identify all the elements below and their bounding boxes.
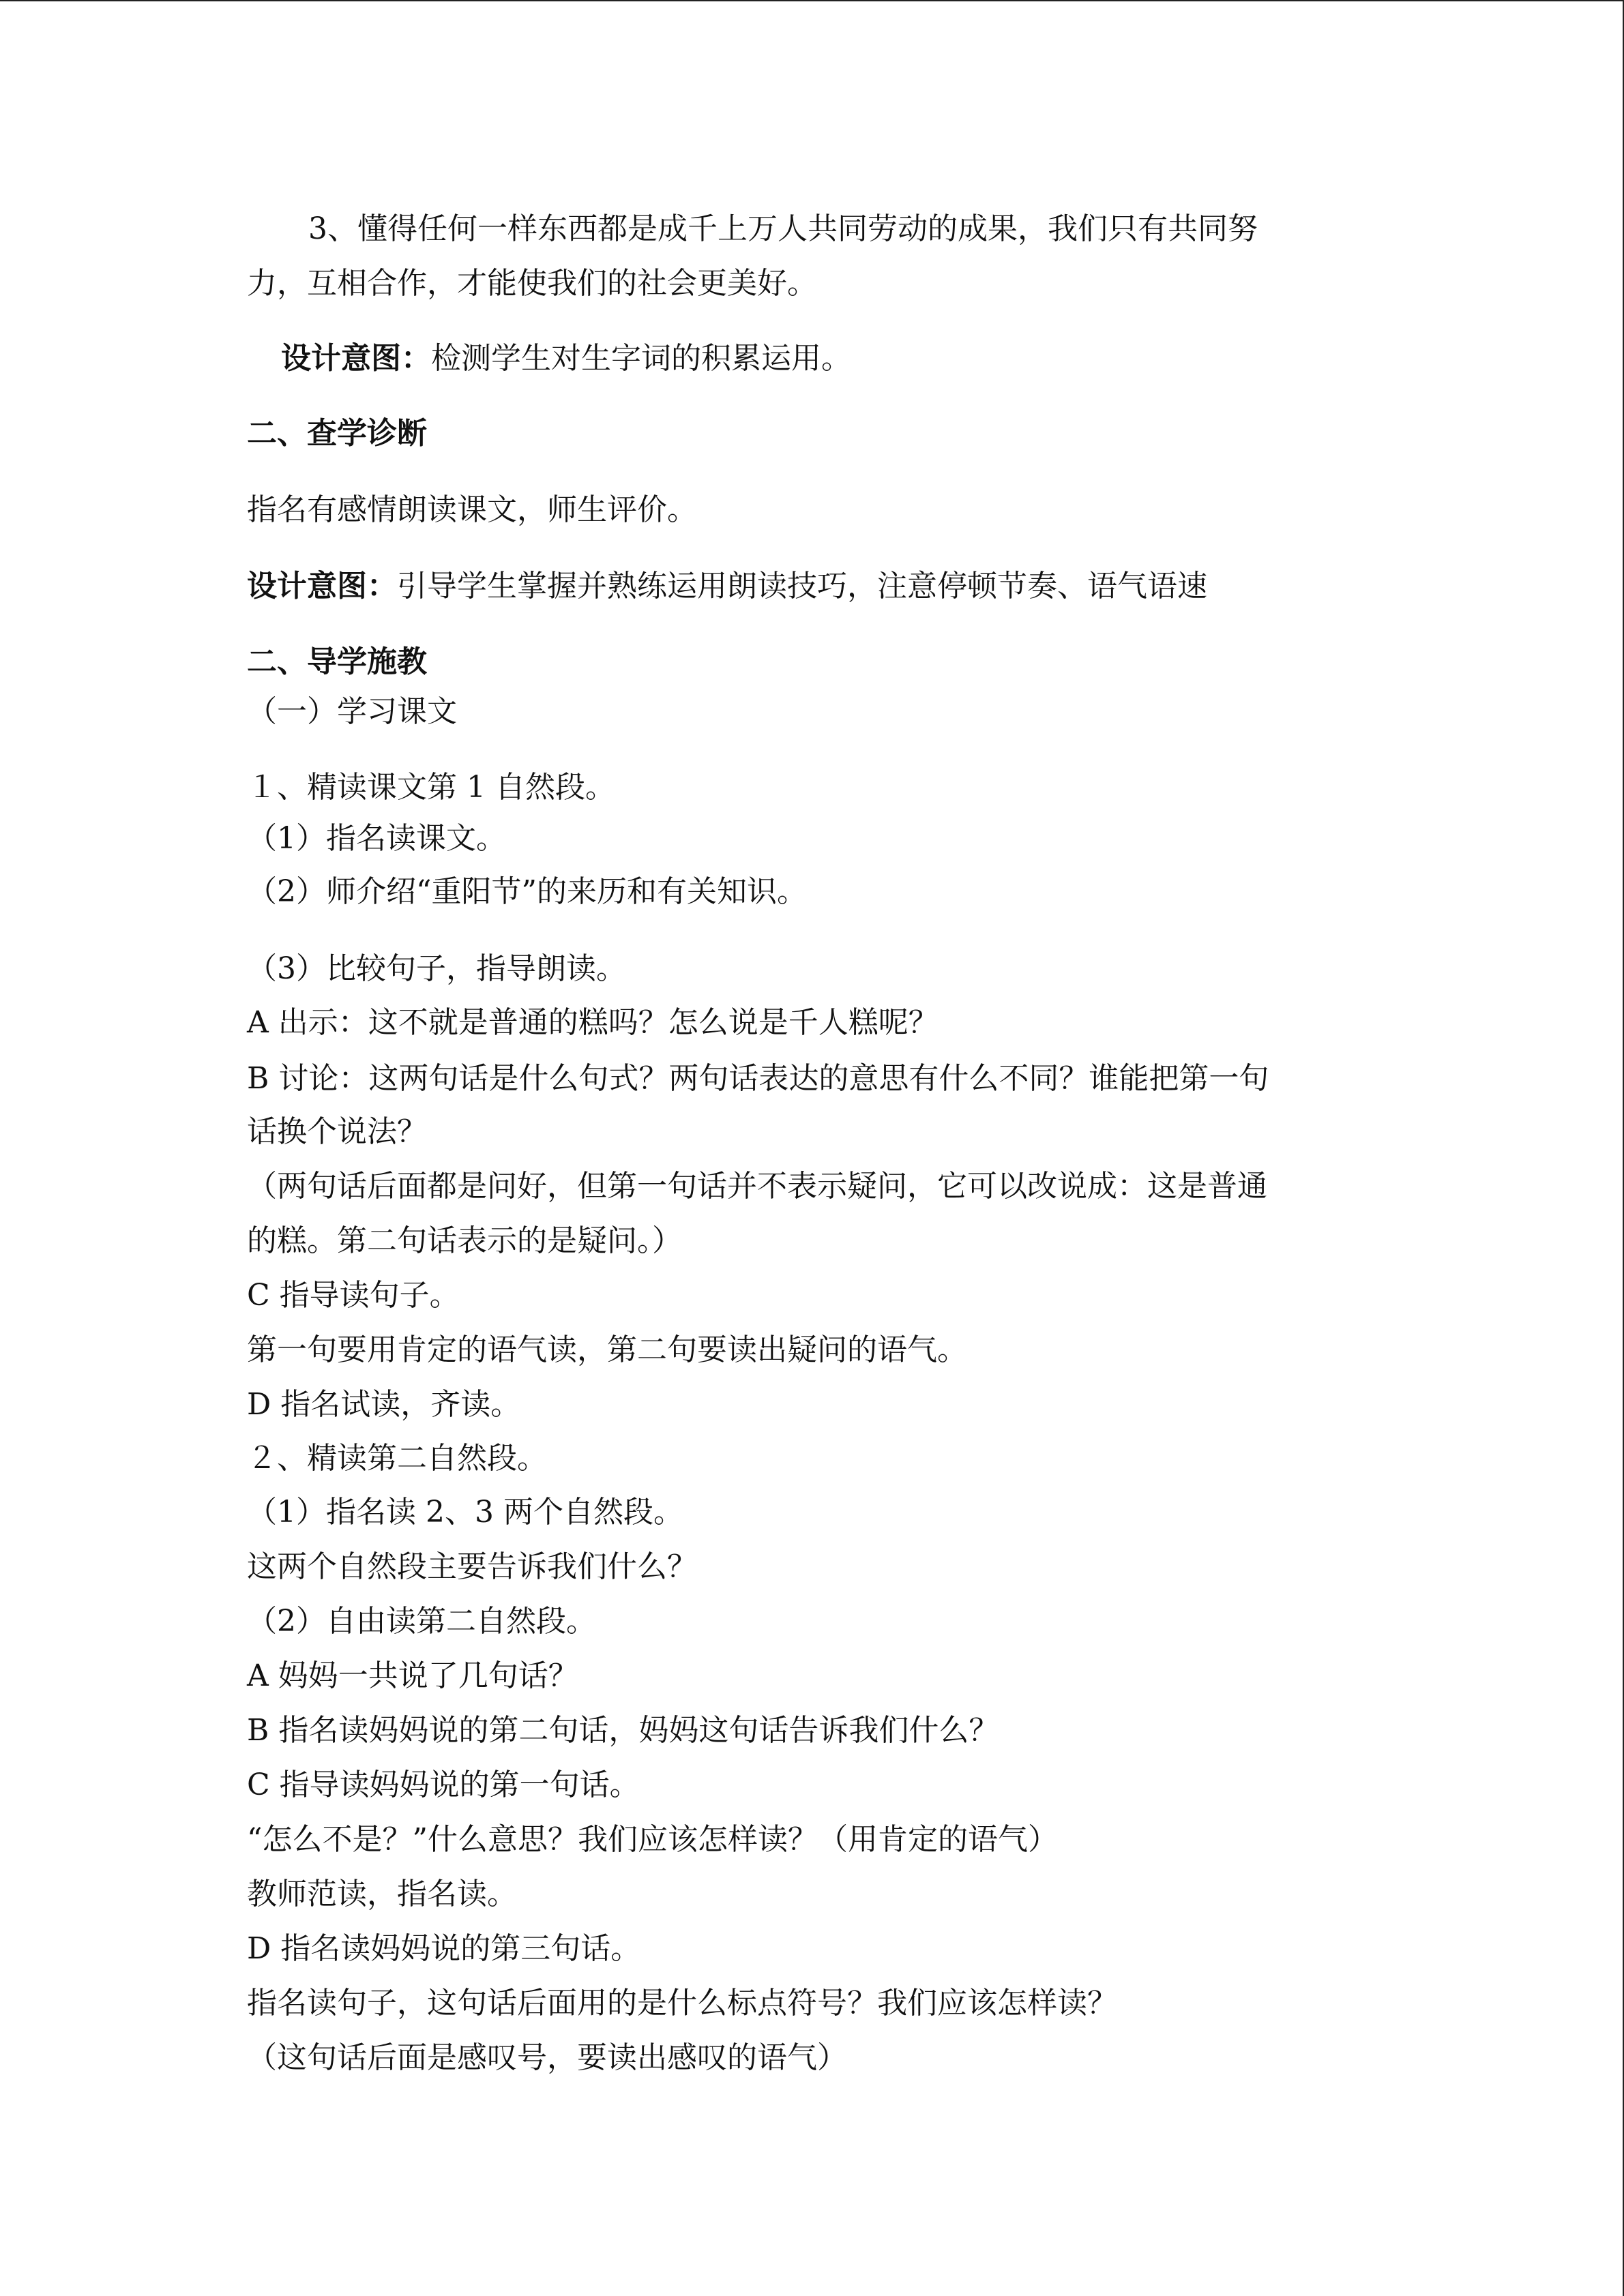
text-line: （两句话后面都是问好，但第一句话并不表示疑问，它可以改说成：这是普通 bbox=[247, 1169, 1267, 1204]
text-line: C 指导读句子。 bbox=[247, 1278, 460, 1313]
text-line: 教师范读，指名读。 bbox=[247, 1877, 517, 1911]
design-intent-paragraph bbox=[247, 567, 1207, 606]
text-line: 的糕。第二句话表示的是疑问。） bbox=[247, 1223, 682, 1258]
text-line: D 指名读妈妈说的第三句话。 bbox=[247, 1931, 641, 1966]
text-line: （1）指名读 2、3 两个自然段。 bbox=[247, 1495, 683, 1530]
text-line: １、精读课文第 1 自然段。 bbox=[247, 770, 615, 805]
text-line: A 妈妈一共说了几句话？ bbox=[247, 1658, 578, 1693]
text-line: ２、精读第二自然段。 bbox=[247, 1441, 547, 1476]
design-intent-paragraph bbox=[281, 340, 851, 378]
text-line: 指名读句子，这句话后面用的是什么标点符号？我们应该怎样读？ bbox=[247, 1986, 1117, 2021]
text-line: （这句话后面是感叹号，要读出感叹的语气） bbox=[247, 2040, 847, 2075]
text-line: A 出示：这不就是普通的糕吗？怎么说是千人糕呢？ bbox=[247, 1005, 939, 1040]
design-intent-text: 引导学生掌握并熟练运用朗读技巧，注意停顿节奏、语气语速 bbox=[397, 569, 1207, 603]
text-line: 这两个自然段主要告诉我们什么？ bbox=[247, 1549, 697, 1584]
text-line: （3）比较句子，指导朗读。 bbox=[247, 951, 626, 986]
text-line: 3、懂得任何一样东西都是成千上万人共同劳动的成果，我们只有共同努 bbox=[308, 211, 1258, 246]
text-line: 指名有感情朗读课文，师生评价。 bbox=[247, 492, 697, 527]
text-line: （2）自由读第二自然段。 bbox=[247, 1604, 596, 1639]
text-line: D 指名试读，齐读。 bbox=[247, 1387, 521, 1422]
subsection-heading: （一）学习课文 bbox=[247, 694, 457, 729]
design-intent-label: 设计意图： bbox=[281, 341, 431, 376]
design-intent-label: 设计意图： bbox=[247, 569, 397, 603]
text-line: C 指导读妈妈说的第一句话。 bbox=[247, 1768, 640, 1802]
section-heading: 二、查学诊断 bbox=[247, 416, 427, 451]
text-line: B 指名读妈妈说的第二句话，妈妈这句话告诉我们什么？ bbox=[247, 1713, 999, 1748]
text-line: “怎么不是？”什么意思？我们应该怎样读？（用肯定的语气） bbox=[247, 1822, 1058, 1857]
design-intent-text: 检测学生对生字词的积累运用。 bbox=[431, 341, 851, 376]
text-line: 话换个说法？ bbox=[247, 1114, 427, 1149]
text-line: 力，互相合作，才能使我们的社会更美好。 bbox=[247, 266, 817, 301]
text-line: （1）指名读课文。 bbox=[247, 821, 506, 856]
section-heading: 二、导学施教 bbox=[247, 644, 427, 679]
text-line: 第一句要用肯定的语气读，第二句要读出疑问的语气。 bbox=[247, 1332, 967, 1367]
text-line: （2）师介绍“重阳节”的来历和有关知识。 bbox=[247, 874, 807, 909]
text-line: B 讨论：这两句话是什么句式？两句话表达的意思有什么不同？谁能把第一句 bbox=[247, 1061, 1269, 1096]
